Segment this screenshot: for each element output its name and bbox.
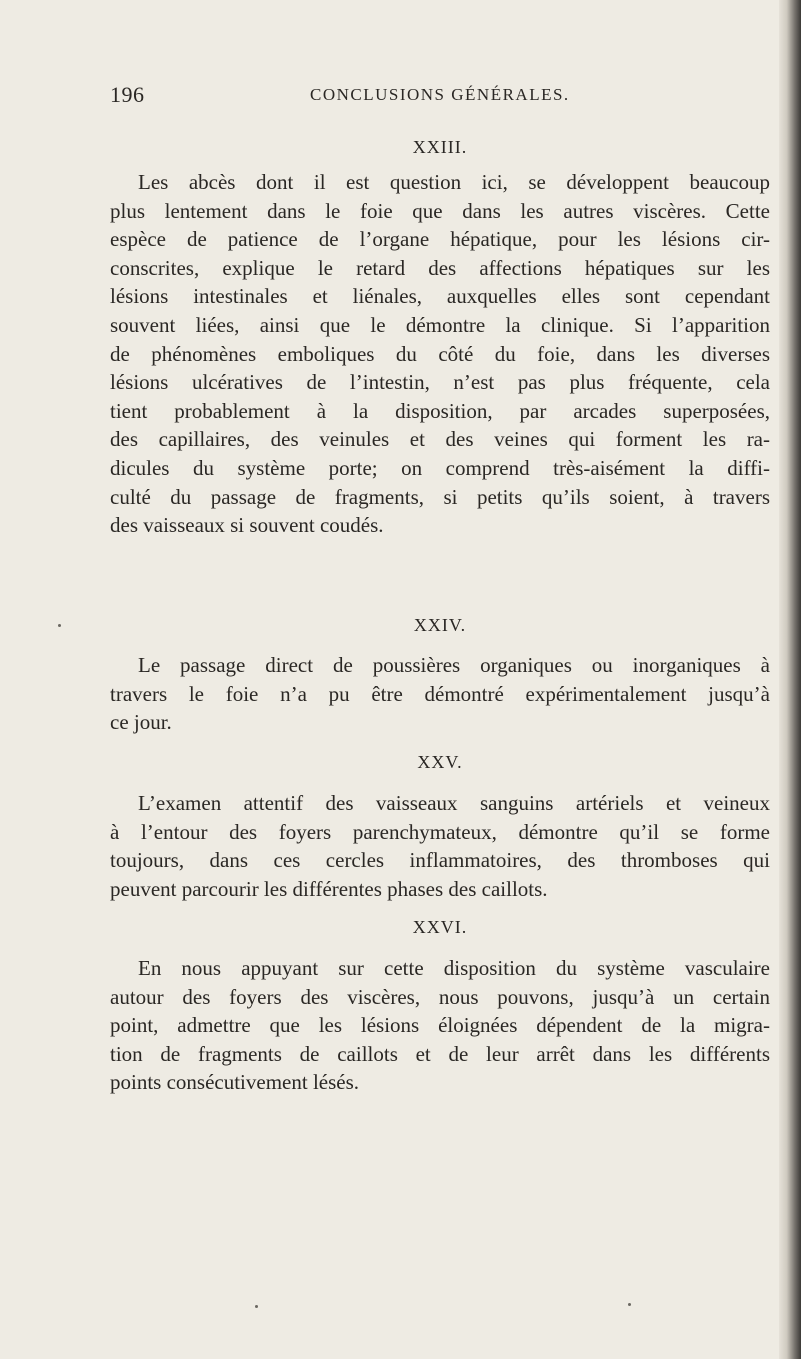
text-line: ce jour.: [110, 710, 172, 735]
text-line: conscrites, explique le retard des affections hépatiques sur les: [110, 255, 770, 280]
paper-speck: [255, 1305, 258, 1308]
section-heading: XXV.: [417, 752, 463, 772]
paper-speck: [58, 624, 61, 627]
section-paragraph: [110, 954, 770, 1097]
text-line: espèce de patience de l’organe hépatique, pour les lésions cir-: [110, 227, 770, 252]
section-paragraph: [110, 789, 770, 903]
text-line: des vaisseaux si souvent coudés.: [110, 513, 384, 538]
running-title: CONCLUSIONS GÉNÉRALES.: [310, 85, 570, 104]
text-line: dicules du système porte; on comprend très-aisément la diffi-: [110, 455, 770, 480]
text-line: culté du passage de fragments, si petits qu’ils soient, à travers: [110, 484, 770, 509]
text-line: toujours, dans ces cercles inflammatoires, des thromboses qui: [110, 848, 770, 873]
text-line: point, admettre que les lésions éloignées dépendent de la migra-: [110, 1013, 770, 1038]
text-line: tient probablement à la disposition, par arcades superposées,: [110, 398, 770, 423]
page-number: 196: [110, 82, 145, 107]
text-line: des capillaires, des veinules et des veines qui forment les ra-: [110, 427, 770, 452]
text-line: peuvent parcourir les différentes phases des caillots.: [110, 876, 548, 901]
text-line: lésions intestinales et liénales, auxquelles elles sont cependant: [110, 284, 770, 309]
text-line: plus lentement dans le foie que dans les autres viscères. Cette: [110, 198, 770, 223]
text-line: souvent liées, ainsi que le démontre la clinique. Si l’apparition: [110, 312, 770, 337]
text-line: Le passage direct de poussières organiques ou inorganiques à: [138, 653, 770, 677]
page-binding-edge: [779, 0, 801, 1359]
section-xxvi: [110, 917, 770, 1097]
text-line: tion de fragments de caillots et de leur arrêt dans les différents: [110, 1041, 770, 1066]
section-paragraph: [110, 651, 770, 737]
text-line: lésions ulcératives de l’intestin, n’est pas plus fréquente, cela: [110, 370, 770, 395]
section-xxiii: [110, 137, 770, 540]
text-line: à l’entour des foyers parenchymateux, démontre qu’il se forme: [110, 819, 770, 844]
section-heading: XXIV.: [413, 615, 467, 635]
text-line: L’examen attentif des vaisseaux sanguins artériels et veineux: [138, 791, 770, 815]
paper-speck: [628, 1303, 631, 1306]
section-heading: XXVI.: [412, 917, 468, 937]
section-xxiv: [110, 615, 770, 737]
running-head: [110, 82, 760, 112]
text-line: autour des foyers des viscères, nous pouvons, jusqu’à un certain: [110, 984, 770, 1009]
text-line: points consécutivement lésés.: [110, 1070, 360, 1095]
section-xxv: [110, 752, 770, 903]
text-line: Les abcès dont il est question ici, se développent beaucoup: [138, 170, 770, 194]
section-heading: XXIII.: [412, 137, 468, 157]
text-line: de phénomènes emboliques du côté du foie, dans les diverses: [110, 341, 770, 366]
text-line: En nous appuyant sur cette disposition du système vasculaire: [138, 956, 770, 980]
section-paragraph: [110, 168, 770, 540]
text-line: travers le foie n’a pu être démontré expérimentalement jusqu’à: [110, 681, 770, 706]
